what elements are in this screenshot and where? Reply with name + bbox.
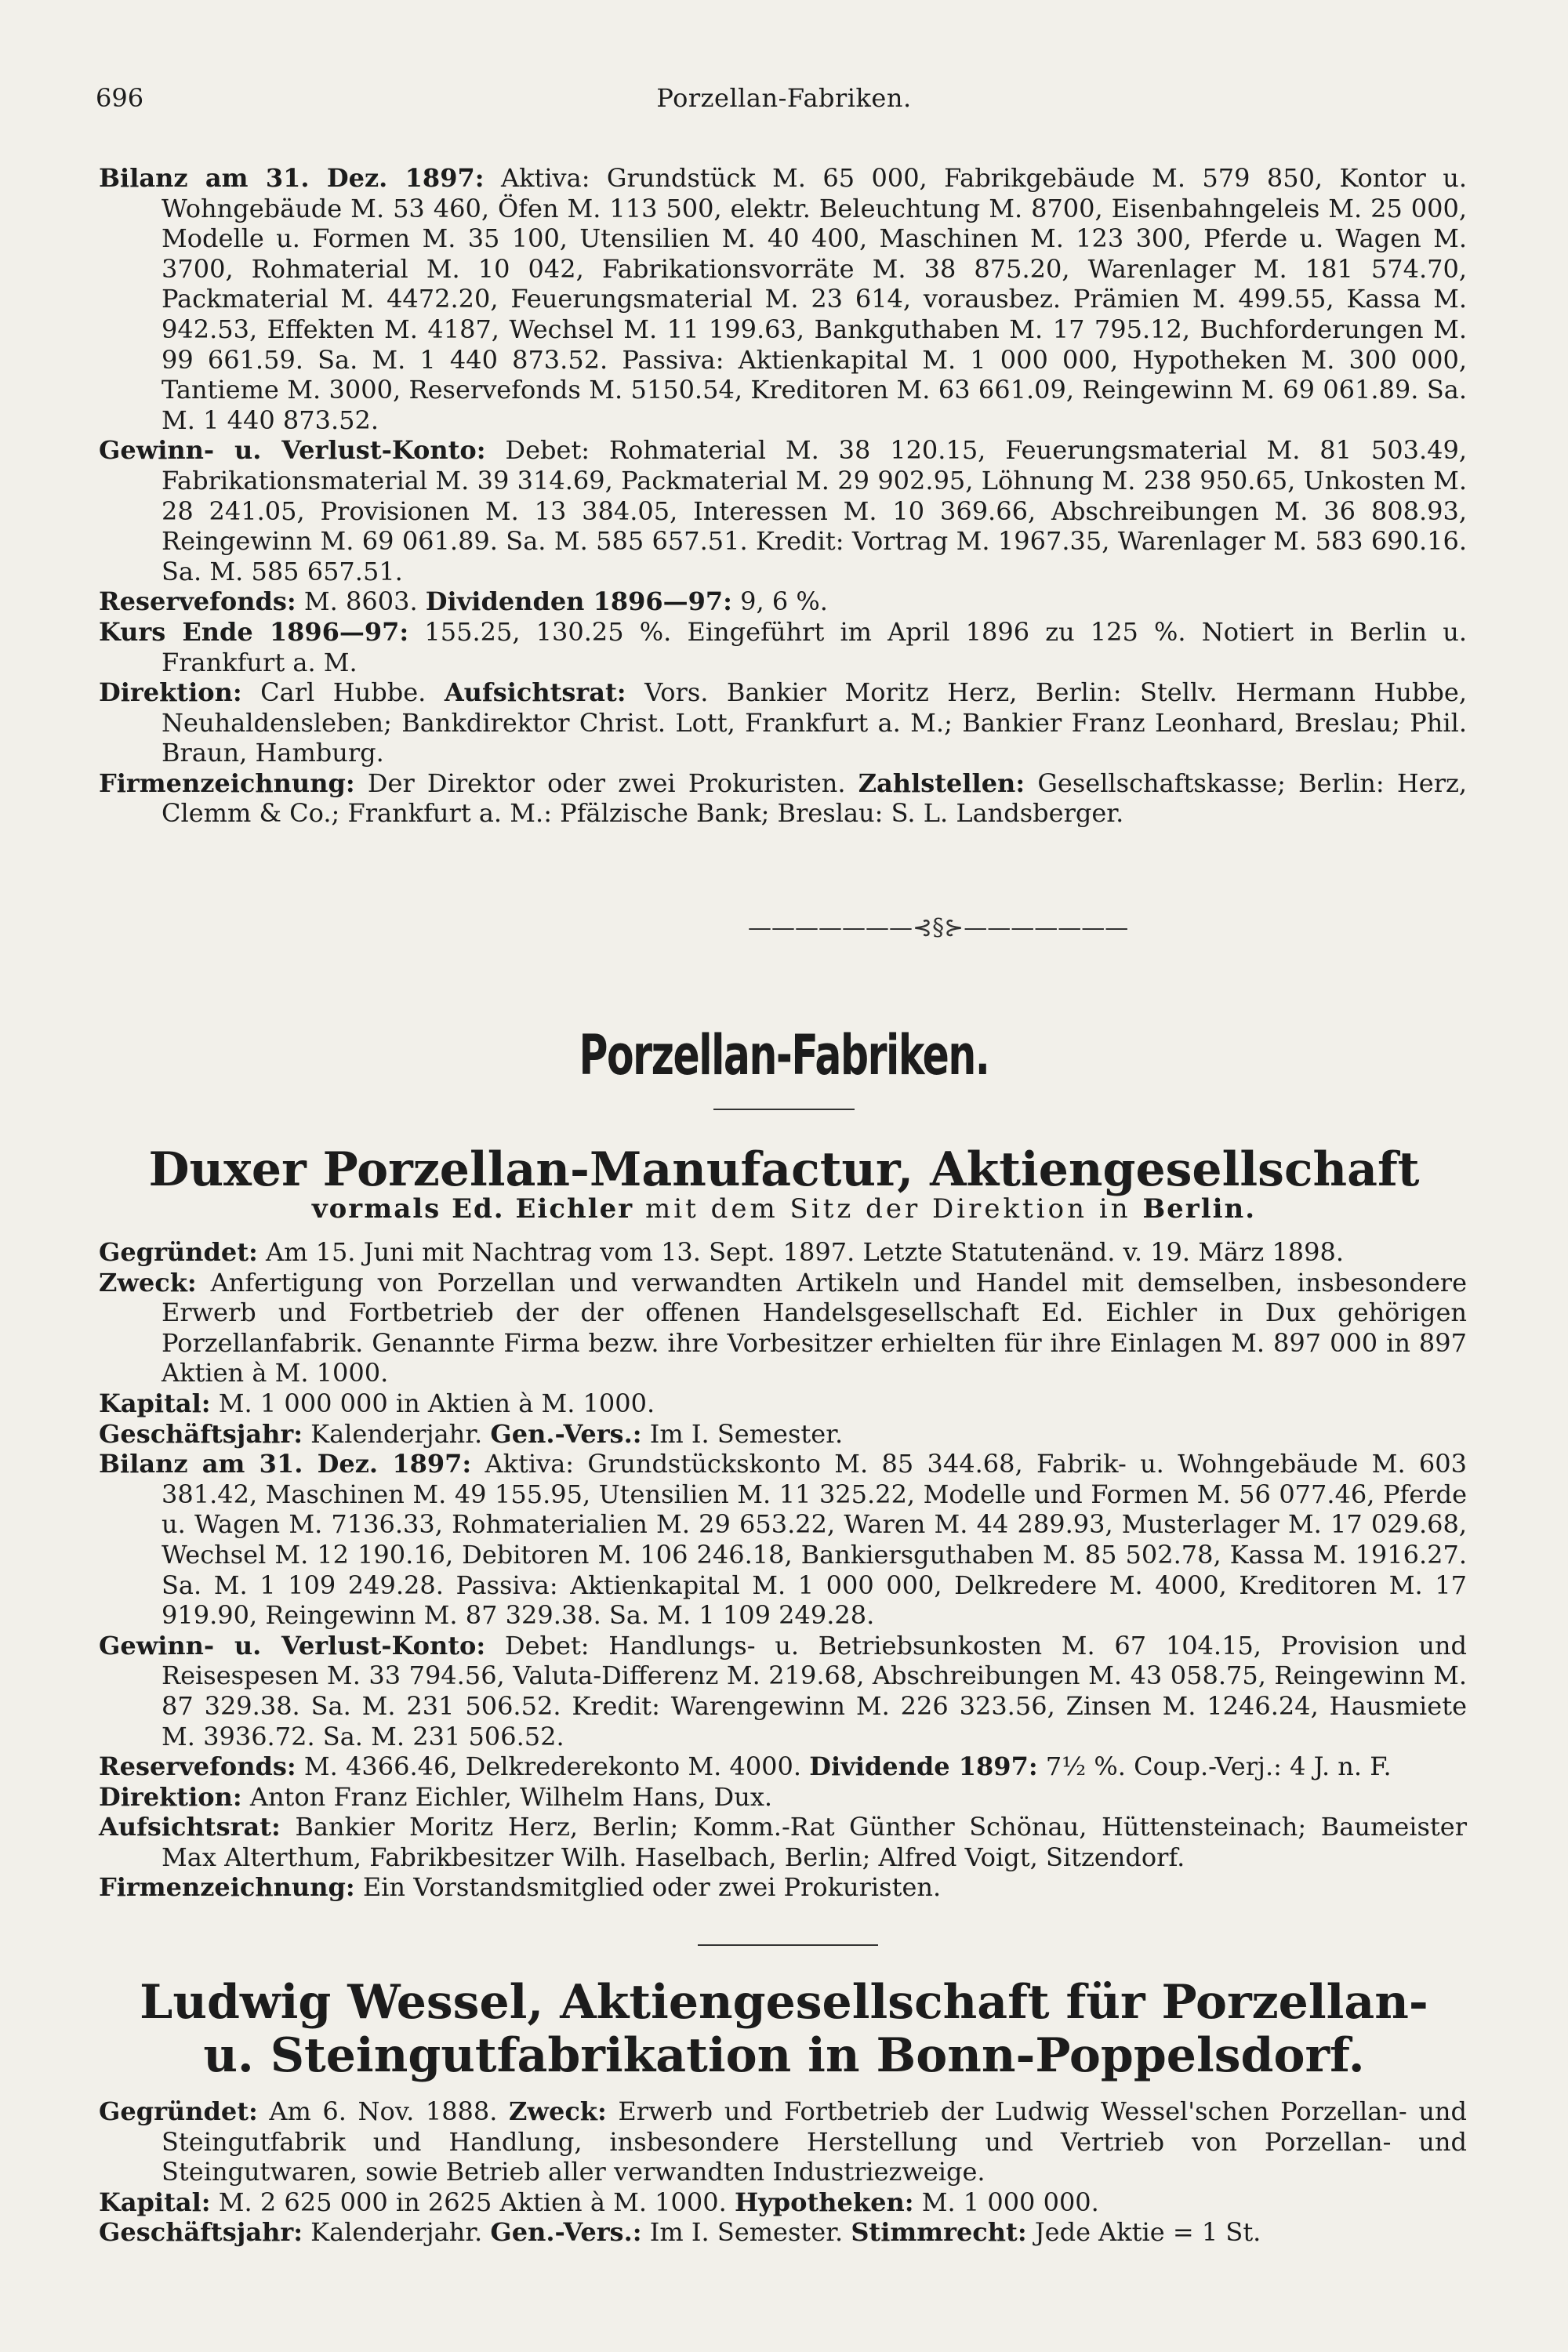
duxer-entry — [99, 1237, 1467, 1903]
page-number: 696 — [96, 83, 144, 113]
wessel-entry — [99, 2096, 1467, 2248]
prev-guv: Gewinn- u. Verlust-Konto: Debet: Rohmaterial M. 38 120.15, Feuerungsmaterial M. 81 503.49, Fabrikationsmaterial M. 39 314.69, Packmaterial M. 29 902.95, Löhnung M. 238 950.65, Unkosten M. 28 241.05, Provisionen M. 13 384.05, Interessen M. 10 369.66, Abschreibungen M. 36 808.93, Reingewinn M. 69 061.89. Sa. M. 585 657.51. Kredit: Vortrag M. 1967.35, Warenlager M. 583 690.16. Sa. M. 585 657.51. — [99, 435, 1468, 586]
duxer-gegruendet: Gegründet: Am 15. Juni mit Nachtrag vom 13. Sept. 1897. Letzte Statutenänd. v. 19. März 1898. — [99, 1237, 1345, 1267]
prev-bilanz: Bilanz am 31. Dez. 1897: Aktiva: Grundstück M. 65 000, Fabrikgebäude M. 579 850, Kontor u. Wohngebäude M. 53 460, Öfen M. 113 500, elektr. Beleuchtung M. 8700, Eisenbahngeleis M. 25 000, Modelle u. Formen M. 35 100, Utensilien M. 40 400, Maschinen M. 123 300, Pferde u. Wagen M. 3700, Rohmaterial M. 10 042, Fabrikationsvorräte M. 38 875.20, Warenlager M. 181 574.70, Packmaterial M. 4472.20, Feuerungsmaterial M. 23 614, vorausbez. Prämien M. 499.55, Kassa M. 942.53, Effekten M. 4187, Wechsel M. 11 199.63, Bankguthaben M. 17 795.12, Buchforderungen M. 99 661.59. Sa. M. 1 440 873.52. Passiva: Aktienkapital M. 1 000 000, Hypotheken M. 300 000, Tantieme M. 3000, Reservefonds M. 5150.54, Kreditoren M. 63 661.09, Reingewinn M. 69 061.89. Sa. M. 1 440 873.52. — [99, 163, 1468, 435]
section-ornament: ———————⊰§⊱——————— — [748, 914, 1129, 942]
wessel-kapital: Kapital: M. 2 625 000 in 2625 Aktien à M. 1000. Hypotheken: M. 1 000 000. — [99, 2187, 1099, 2217]
prev-direktion: Direktion: Carl Hubbe. Aufsichtsrat: Vors. Bankier Moritz Herz, Berlin: Stellv. Hermann Hubbe, Neuhaldensleben; Bankdirektor Christ. Lott, Frankfurt a. M.; Bankier Franz Leonhard, Breslau; Phil. Braun, Hamburg. — [99, 677, 1468, 768]
duxer-subtitle: vormals Ed. Eichler mit dem Sitz der Direktion in Berlin. — [311, 1193, 1257, 1225]
duxer-geschaeftsjahr: Geschäftsjahr: Kalenderjahr. Gen.-Vers.: Im I. Semester. — [99, 1418, 844, 1449]
page-header — [96, 83, 1472, 122]
section-title: Porzellan-Fabriken. — [579, 1023, 989, 1087]
company-divider — [698, 1944, 878, 1946]
wessel-gegruendet: Gegründet: Am 6. Nov. 1888. Zweck: Erwerb und Fortbetrieb der Ludwig Wessel'schen Porzellan- und Steingutfabrik und Handlung, insbesondere Herstellung und Vertrieb von Porzellan- und Steingutwaren, sowie Betrieb aller verwandten Industriezweige. — [99, 2096, 1468, 2187]
duxer-reserve-dividend: Reservefonds: M. 4366.46, Delkrederekonto M. 4000. Dividende 1897: 7½ %. Coup.-Verj.: 4 J. n. F. — [99, 1751, 1392, 1782]
running-title: Porzellan-Fabriken. — [656, 83, 912, 113]
wessel-title: Ludwig Wessel, Aktiengesellschaft für Porzellan- u. Steingutfabrikation in Bonn-Poppelsdorf. — [140, 1975, 1428, 2083]
duxer-zweck: Zweck: Anfertigung von Porzellan und verwandten Artikeln und Handel mit demselben, insbesondere Erwerb und Fortbetrieb der der offenen Handelsgesellschaft Ed. Eichler in Dux gehörigen Porzellanfabrik. Genannte Firma bezw. ihre Vorbesitzer erhielten für ihre Einlagen M. 897 000 in 897 Aktien à M. 1000. — [99, 1267, 1468, 1388]
duxer-firmenzeichnung: Firmenzeichnung: Ein Vorstandsmitglied oder zwei Prokuristen. — [99, 1872, 942, 1903]
duxer-guv: Gewinn- u. Verlust-Konto: Debet: Handlungs- u. Betriebsunkosten M. 67 104.15, Provision und Reisespesen M. 33 794.56, Valuta-Differenz M. 219.68, Abschreibungen M. 43 058.75, Reingewinn M. 87 329.38. Sa. M. 231 506.52. Kredit: Warengewinn M. 226 323.56, Zinsen M. 1246.24, Hausmiete M. 3936.72. Sa. M. 231 506.52. — [99, 1630, 1468, 1751]
previous-company-entry — [99, 163, 1467, 829]
duxer-title: Duxer Porzellan-Manufactur, Aktiengesellschaft — [148, 1142, 1420, 1197]
prev-kurs: Kurs Ende 1896—97: 155.25, 130.25 %. Eingeführt im April 1896 zu 125 %. Notiert in Berlin u. Frankfurt a. M. — [99, 616, 1468, 677]
duxer-direktion: Direktion: Anton Franz Eichler, Wilhelm Hans, Dux. — [99, 1781, 773, 1812]
duxer-aufsichtsrat: Aufsichtsrat: Bankier Moritz Herz, Berlin; Komm.-Rat Günther Schönau, Hüttensteinach; Baumeister Max Alterthum, Fabrikbesitzer Wilh. Haselbach, Berlin; Alfred Voigt, Sitzendorf. — [99, 1812, 1468, 1872]
prev-reserve-dividend: Reservefonds: M. 8603. Dividenden 1896—97: 9, 6 %. — [99, 586, 828, 617]
prev-firmen: Firmenzeichnung: Der Direktor oder zwei Prokuristen. Zahlstellen: Gesellschaftskasse; Berlin: Herz, Clemm & Co.; Frankfurt a. M.: Pfälzische Bank; Breslau: S. L. Landsberger. — [99, 768, 1468, 829]
title-rule — [713, 1109, 855, 1110]
duxer-bilanz: Bilanz am 31. Dez. 1897: Aktiva: Grundstückskonto M. 85 344.68, Fabrik- u. Wohngebäude M. 603 381.42, Maschinen M. 49 155.95, Utensilien M. 11 325.22, Modelle und Formen M. 56 077.46, Pferde u. Wagen M. 7136.33, Rohmaterialien M. 29 653.22, Waren M. 44 289.93, Musterlager M. 17 029.68, Wechsel M. 12 190.16, Debitoren M. 106 246.18, Bankiersguthaben M. 85 502.78, Kassa M. 1916.27. Sa. M. 1 109 249.28. Passiva: Aktienkapital M. 1 000 000, Delkredere M. 4000, Kreditoren M. 17 919.90, Reingewinn M. 87 329.38. Sa. M. 1 109 249.28. — [99, 1449, 1468, 1631]
wessel-geschaeftsjahr: Geschäftsjahr: Kalenderjahr. Gen.-Vers.: Im I. Semester. Stimmrecht: Jede Aktie = 1 St. — [99, 2217, 1261, 2248]
duxer-kapital: Kapital: M. 1 000 000 in Aktien à M. 1000. — [99, 1388, 655, 1418]
